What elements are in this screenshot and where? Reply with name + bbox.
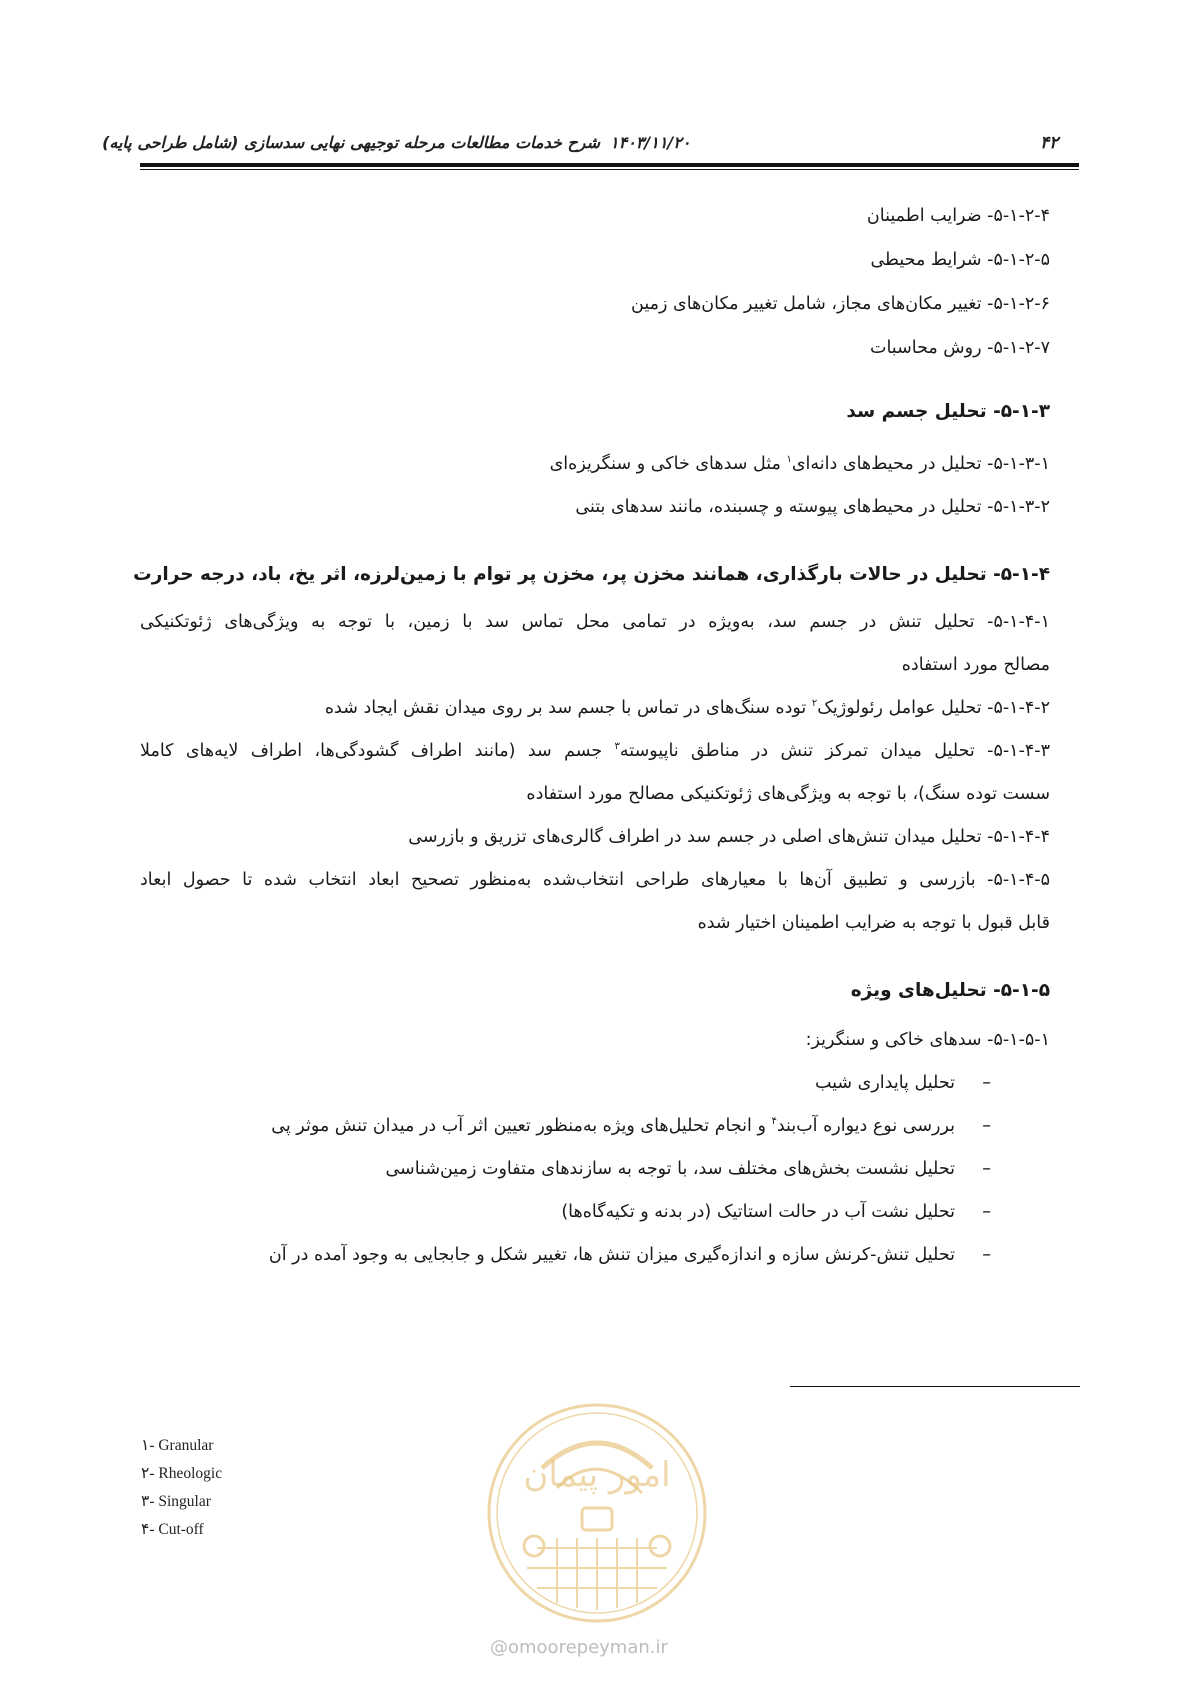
- bullet-dash: –: [982, 1245, 991, 1265]
- heading-5-1-3: ۵-۱-۳- تحلیل جسم سد: [846, 401, 1050, 422]
- header-title: شرح خدمات مطالعات مرحله توجیهی نهایی سدسازی (شامل طراحی پایه): [102, 133, 600, 152]
- footnote-ref-1: ۱: [786, 454, 792, 465]
- bullet-item: تحلیل نشست بخش‌های مختلف سد، با توجه به سازندهای متفاوت زمین‌شناسی: [385, 1159, 955, 1179]
- item-5-1-4-3-line1: ۵-۱-۴-۳- تحلیل میدان تمرکز تنش در مناطق ناپیوسته$^۳$ جسم سد (مانند اطراف گشودگی‌ها، اطراف لایه‌های کاملا: [140, 741, 1050, 761]
- header-date: ۱۴۰۳/۱۱/۲۰: [610, 133, 691, 152]
- item-5-1-4-3-line2: سست توده سنگ)، با توجه به ویژگی‌های ژئوتکنیکی مصالح مورد استفاده: [526, 784, 1050, 804]
- bullet-item: تحلیل تنش-کرنش سازه و اندازه‌گیری میزان تنش ها، تغییر شکل و جابجایی به وجود آمده در آن: [268, 1245, 955, 1265]
- footnote-ref-3: ۳: [614, 741, 620, 752]
- heading-5-1-4: ۵-۱-۴- تحلیل در حالات بارگذاری، همانند مخزن پر، مخزن پر توام با زمین‌لرزه، اثر یخ، باد، درجه حرارت: [133, 564, 1050, 585]
- heading-5-1-5: ۵-۱-۵- تحلیل‌های ویژه: [850, 980, 1050, 1001]
- item-5-1-4-2: ۵-۱-۴-۲- تحلیل عوامل رئولوژیک$^۲$ توده سنگ‌های در تماس با جسم سد بر روی میدان نقش ایجاد شده: [324, 698, 1050, 718]
- item-5-1-4-1-line2: مصالح مورد استفاده: [901, 655, 1050, 675]
- bullet-dash: –: [982, 1202, 991, 1222]
- item-5-1-3-2: ۵-۱-۳-۲- تحلیل در محیط‌های پیوسته و چسبنده، مانند سدهای بتنی: [575, 497, 1050, 517]
- footnote-ref-2: ۲: [811, 698, 818, 709]
- item-5-1-2-6: ۵-۱-۲-۶- تغییر مکان‌های مجاز، شامل تغییر مکان‌های زمین: [631, 294, 1050, 314]
- item-5-1-2-4: ۵-۱-۲-۴- ضرایب اطمینان: [866, 206, 1050, 226]
- footnote-2: ۲- Rheologic: [141, 1465, 223, 1482]
- watermark-logo: [482, 1398, 712, 1628]
- bullet-item: تحلیل پایداری شیب: [814, 1073, 955, 1093]
- bullet-item: تحلیل نشت آب در حالت استاتیک (در بدنه و تکیه‌گاه‌ها): [561, 1202, 955, 1222]
- item-5-1-4-5-line2: قابل قبول با توجه به ضرایب اطمینان اختیار شده: [697, 913, 1050, 933]
- watermark-brand-text: امور پیمان: [523, 1455, 671, 1495]
- footnote-ref-4: ۴: [771, 1116, 777, 1127]
- page-number: ۴۲: [1040, 133, 1059, 153]
- bullet-dash: –: [982, 1159, 991, 1179]
- item-5-1-2-5: ۵-۱-۲-۵- شرایط محیطی: [870, 250, 1050, 270]
- item-5-1-2-7: ۵-۱-۲-۷- روش محاسبات: [869, 338, 1050, 358]
- item-5-1-3-1: ۵-۱-۳-۱- تحلیل در محیط‌های دانه‌ای$^۱$ مثل سدهای خاکی و سنگریزه‌ای: [549, 454, 1050, 474]
- header-rule-thin: [140, 169, 1079, 170]
- footnote-1: ۱- Granular: [141, 1437, 214, 1454]
- item-5-1-4-1-line1: ۵-۱-۴-۱- تحلیل تنش در جسم سد، به‌ویژه در تمامی محل تماس سد با زمین، با توجه به ویژگی‌های ژئوتکنیکی: [140, 612, 1050, 632]
- footnote-3: ۳- Singular: [141, 1493, 211, 1510]
- bullet-item: بررسی نوع دیواره آب‌بند$^۴$ و انجام تحلیل‌های ویژه به‌منظور تعیین اثر آب در میدان تنش موثر پی: [271, 1116, 955, 1136]
- footnote-separator: [790, 1386, 1080, 1387]
- footnote-4: ۴- Cut-off: [141, 1521, 204, 1538]
- bullet-dash: –: [982, 1073, 991, 1093]
- bullet-dash: –: [982, 1116, 991, 1136]
- item-5-1-5-1: ۵-۱-۵-۱- سدهای خاکی و سنگریز:: [805, 1030, 1050, 1050]
- watermark-url: @omoorepeyman.ir: [490, 1637, 668, 1658]
- header-rule-thick: [140, 163, 1079, 167]
- item-5-1-4-4: ۵-۱-۴-۴- تحلیل میدان تنش‌های اصلی در جسم سد در اطراف گالری‌های تزریق و بازرسی: [408, 827, 1050, 847]
- item-5-1-4-5-line1: ۵-۱-۴-۵- بازرسی و تطبیق آن‌ها با معیارهای طراحی انتخاب‌شده به‌منظور تصحیح ابعاد انتخاب شده تا حصول ابعاد: [140, 870, 1050, 890]
